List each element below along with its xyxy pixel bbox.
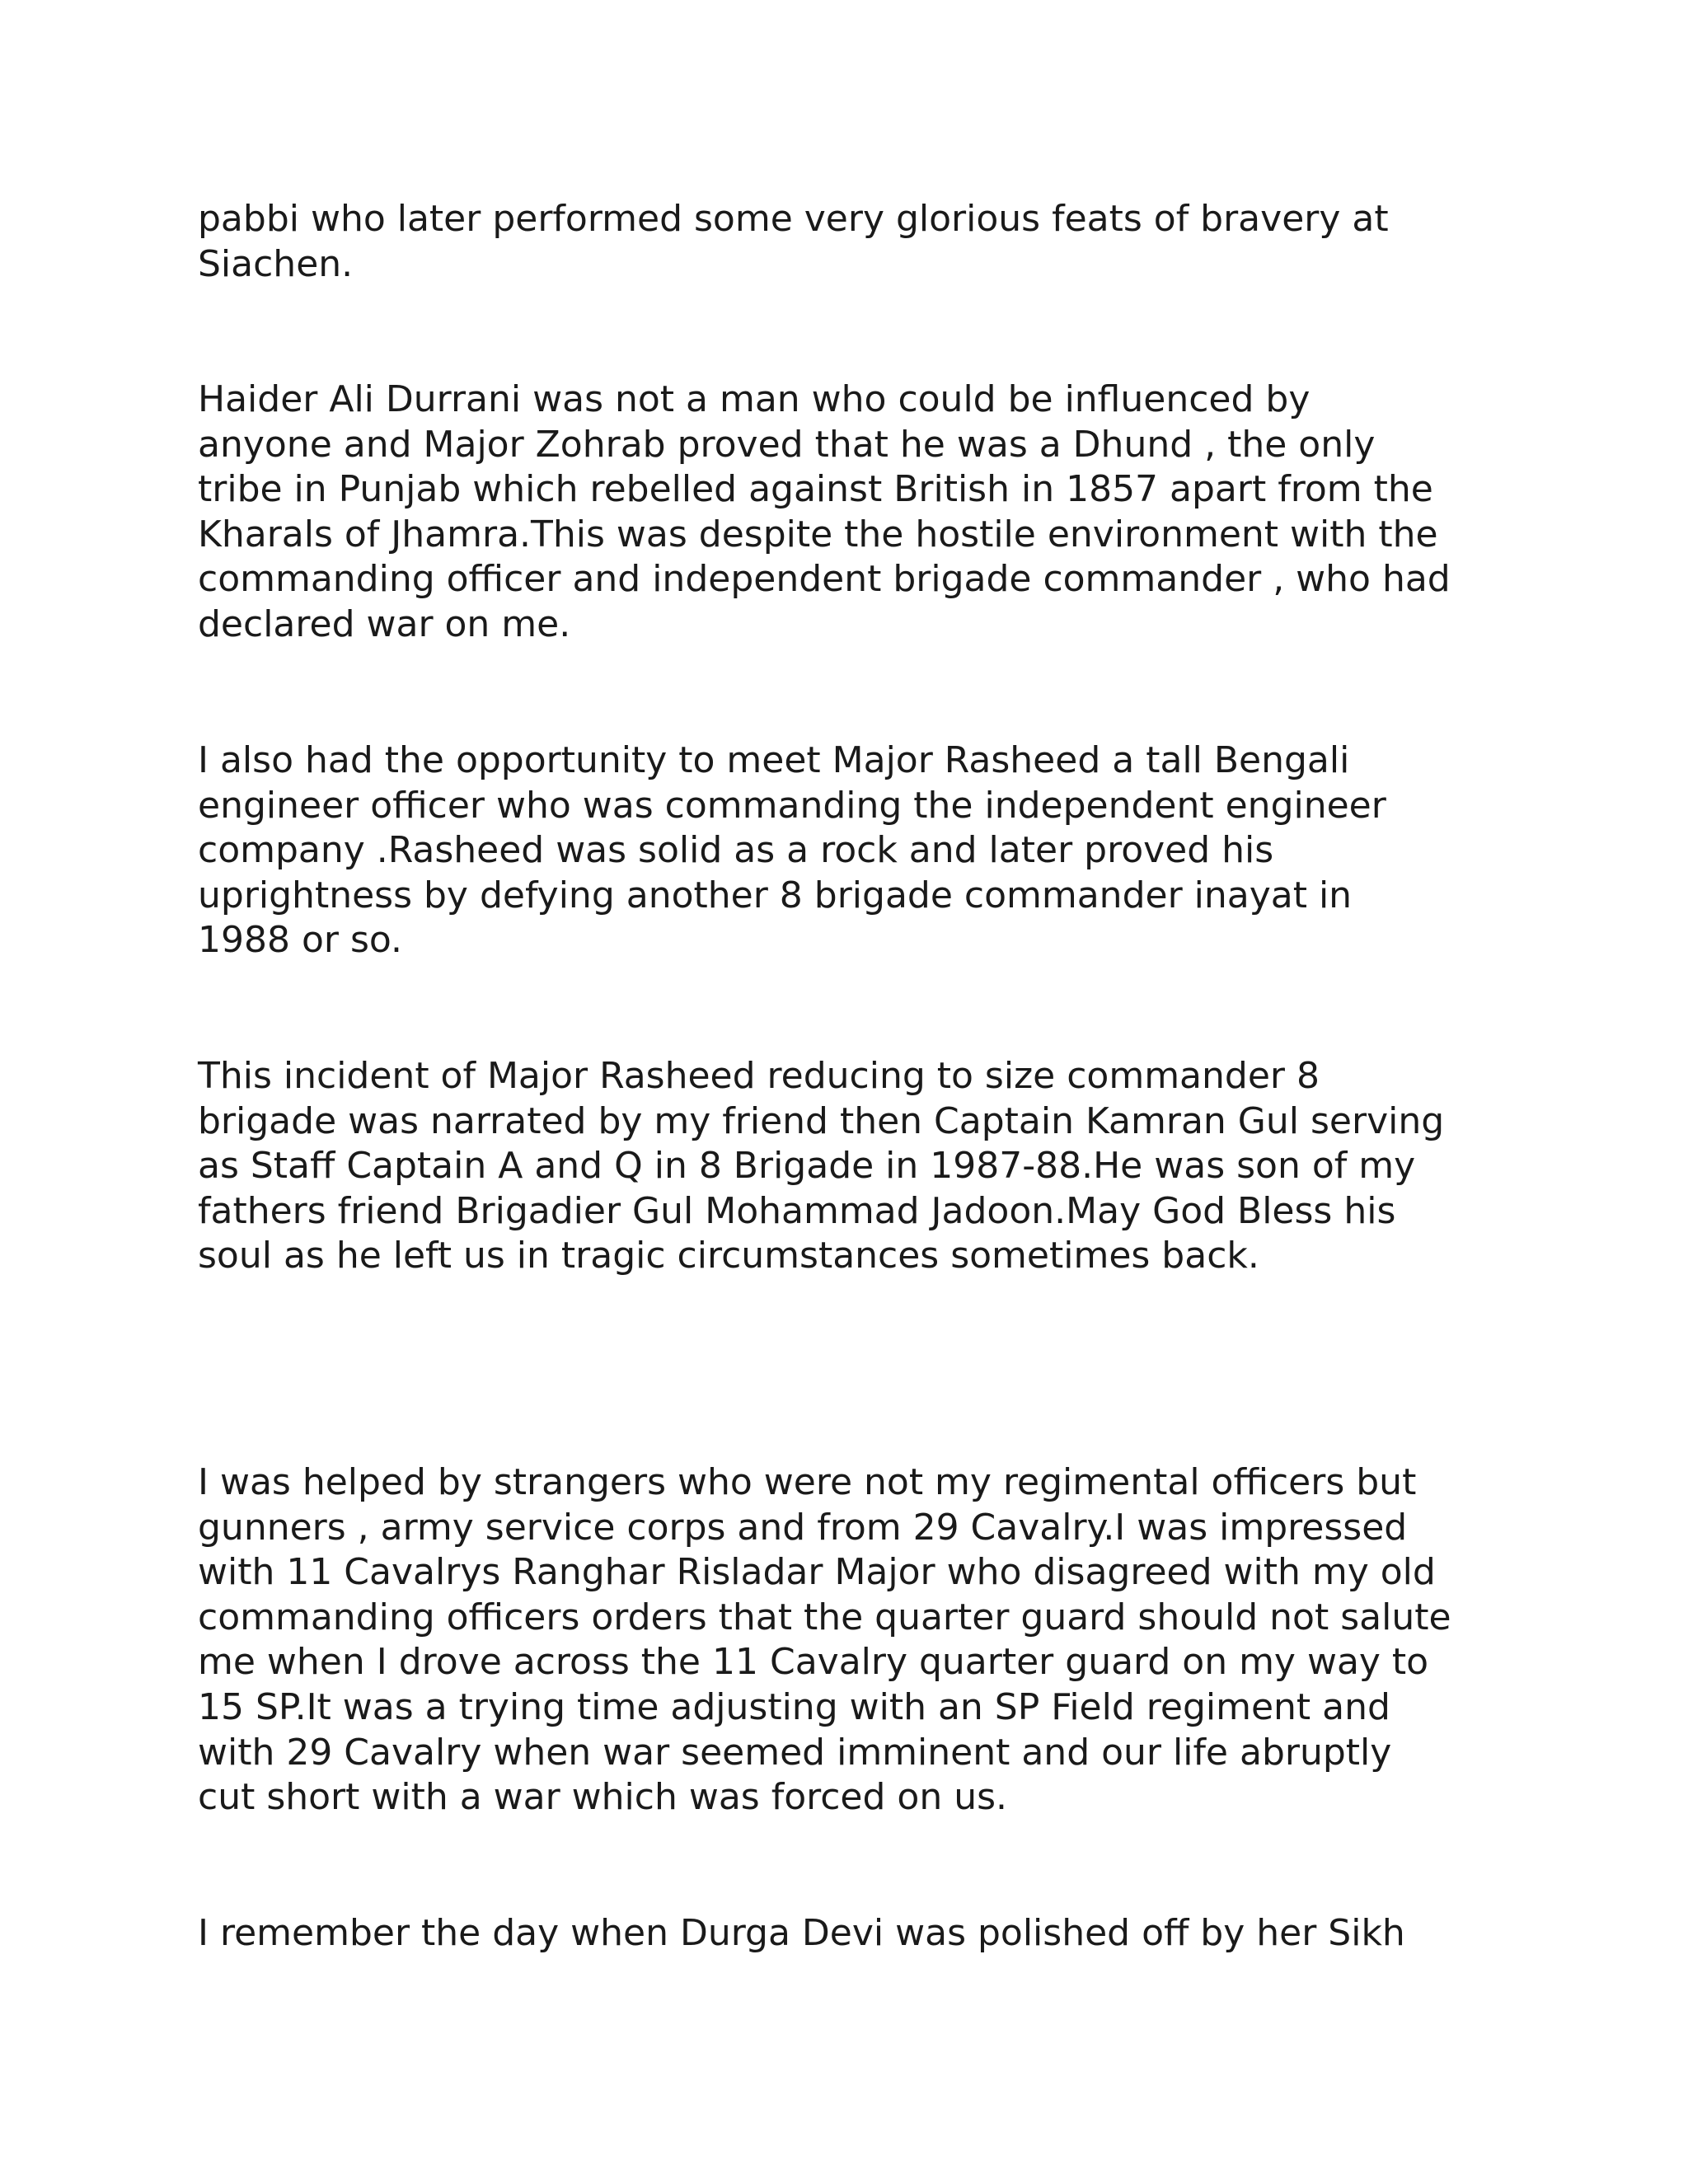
- paragraph: Haider Ali Durrani was not a man who could be influenced by anyone and Major Zohrab proved that he was a Dhund , the only tribe in Punjab which rebelled against British in 1857 apart from the Kharals of Jhamra.This was despite the hostile environment with the commanding officer and independent brigade commander , who had declared war on me.: [198, 378, 1451, 645]
- paragraph: I remember the day when Durga Devi was polished off by her Sikh: [198, 1912, 1405, 1954]
- paragraph: I was helped by strangers who were not my regimental officers but gunners , army service corps and from 29 Cavalry.I was impressed with 11 Cavalrys Ranghar Risladar Major who disagreed with my old commanding officers orders that the quarter guard should not salute me when I drove across the 11 Cavalry quarter guard on my way to 15 SP.It was a trying time adjusting with an SP Field regiment and with 29 Cavalry when war seemed imminent and our life abruptly cut short with a war which was forced on us.: [198, 1461, 1451, 1819]
- paragraph: pabbi who later performed some very glorious feats of bravery at Siachen.: [198, 198, 1389, 285]
- paragraph: I also had the opportunity to meet Major Rasheed a tall Bengali engineer officer who was commanding the independent engineer company .Rasheed was solid as a rock and later proved his uprightness by defying another 8 brigade commander inayat in 1988 or so.: [198, 739, 1386, 962]
- paragraph: This incident of Major Rasheed reducing to size commander 8 brigade was narrated by my friend then Captain Kamran Gul serving as Staff Captain A and Q in 8 Brigade in 1987-88.He was son of my fathers friend Brigadier Gul Mohammad Jadoon.May God Bless his soul as he left us in tragic circumstances sometimes back.: [198, 1055, 1445, 1277]
